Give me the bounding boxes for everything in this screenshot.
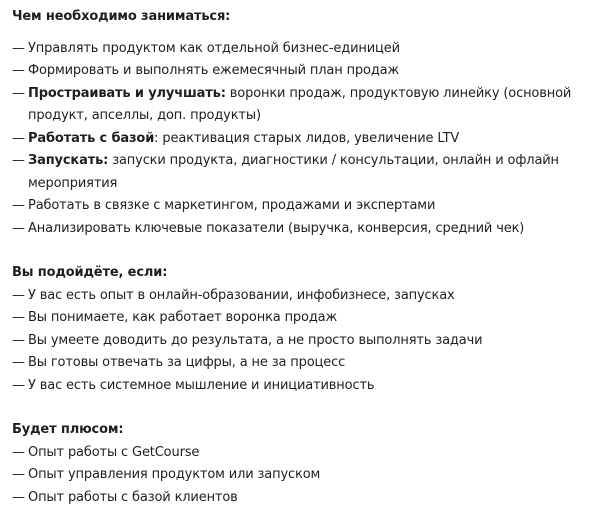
list-item: [12, 38, 606, 61]
list-item: [12, 330, 606, 353]
duties-list: [12, 38, 606, 241]
list-item: [12, 60, 606, 83]
item-bold-lead: Работать с базой: [28, 131, 154, 146]
section-heading-bonus: Будет плюсом:: [12, 419, 606, 442]
list-item: [12, 83, 606, 128]
vacancy-requirements: [12, 6, 606, 509]
item-text: Опыт работы с GetCourse: [28, 445, 199, 460]
list-item: [12, 128, 606, 151]
dash-bullet-icon: —: [12, 330, 25, 353]
list-item: [12, 307, 606, 330]
list-item: [12, 195, 606, 218]
bonus-list: [12, 442, 606, 509]
list-item: [12, 442, 606, 465]
item-text: : реактивация старых лидов, увеличение LTV: [154, 131, 459, 146]
item-text: Анализировать ключевые показатели (выручка, конверсия, средний чек): [28, 221, 524, 236]
dash-bullet-icon: —: [12, 487, 25, 509]
section-heading-fit: Вы подойдёте, если:: [12, 262, 606, 285]
item-text: Вы понимаете, как работает воронка продаж: [28, 310, 337, 325]
item-text: запуски продукта, диагностики / консультации, онлайн и офлайн мероприятия: [28, 153, 559, 191]
list-item: [12, 218, 606, 241]
item-text: Управлять продуктом как отдельной бизнес-единицей: [28, 41, 400, 56]
item-text: Работать в связке с маркетингом, продажами и экспертами: [28, 198, 435, 213]
section-heading-duties: Чем необходимо заниматься:: [12, 6, 606, 29]
dash-bullet-icon: —: [12, 150, 25, 173]
list-item: [12, 464, 606, 487]
dash-bullet-icon: —: [12, 285, 25, 308]
dash-bullet-icon: —: [12, 464, 25, 487]
list-item: [12, 487, 606, 509]
item-bold-lead: Простраивать и улучшать:: [28, 86, 226, 101]
dash-bullet-icon: —: [12, 218, 25, 241]
fit-list: [12, 285, 606, 398]
dash-bullet-icon: —: [12, 83, 25, 106]
list-item: [12, 285, 606, 308]
dash-bullet-icon: —: [12, 307, 25, 330]
list-item: [12, 150, 606, 195]
item-text: Вы готовы отвечать за цифры, а не за процесс: [28, 355, 345, 370]
item-bold-lead: Запускать:: [28, 153, 108, 168]
dash-bullet-icon: —: [12, 128, 25, 151]
list-item: [12, 375, 606, 398]
dash-bullet-icon: —: [12, 60, 25, 83]
dash-bullet-icon: —: [12, 195, 25, 218]
item-text: Опыт управления продуктом или запуском: [28, 467, 320, 482]
item-text: У вас есть опыт в онлайн-образовании, инфобизнесе, запусках: [28, 288, 455, 303]
item-text: У вас есть системное мышление и инициативность: [28, 378, 374, 393]
dash-bullet-icon: —: [12, 442, 25, 465]
dash-bullet-icon: —: [12, 38, 25, 61]
item-text: Опыт работы с базой клиентов: [28, 490, 238, 505]
dash-bullet-icon: —: [12, 375, 25, 398]
dash-bullet-icon: —: [12, 352, 25, 375]
item-text: воронки продаж, продуктовую линейку (основной продукт, апселлы, доп. продукты): [28, 86, 571, 124]
item-text: Вы умеете доводить до результата, а не просто выполнять задачи: [28, 333, 482, 348]
item-text: Формировать и выполнять ежемесячный план продаж: [28, 63, 399, 78]
list-item: [12, 352, 606, 375]
